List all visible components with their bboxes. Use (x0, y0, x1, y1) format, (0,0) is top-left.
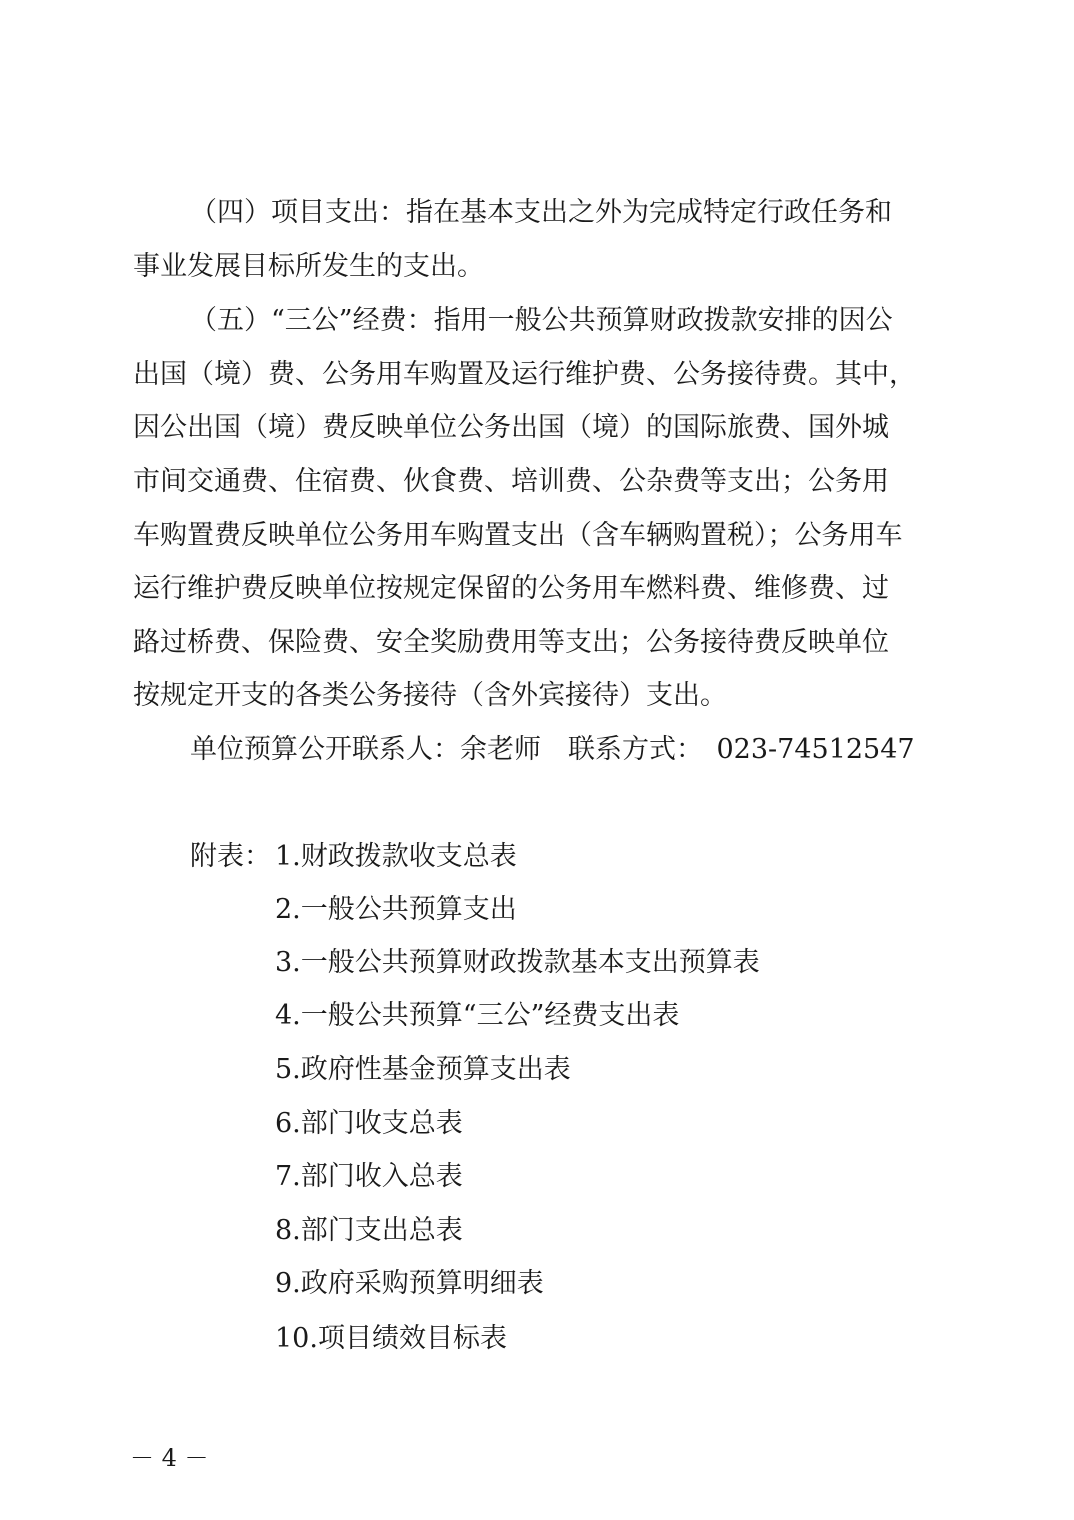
section5-line-6: 运行维护费反映单位按规定保留的公务用车燃料费、维修费、过 (133, 573, 889, 604)
section5-line-3: 因公出国（境）费反映单位公务出国（境）的国际旅费、国外城 (133, 412, 889, 443)
section5-line-4: 市间交通费、住宿费、伙食费、培训费、公杂费等支出；公务用 (133, 466, 889, 497)
page-number: － 4 － (130, 1444, 209, 1472)
section5-line-8: 按规定开支的各类公务接待（含外宾接待）支出。 (133, 680, 727, 711)
attachment-item: 8.部门支出总表 (275, 1215, 463, 1246)
section5-line-5: 车购置费反映单位公务用车购置支出（含车辆购置税）；公务用车 (133, 520, 903, 551)
section4-line-2: 事业发展目标所发生的支出。 (133, 251, 484, 282)
section5-line-7: 路过桥费、保险费、安全奖励费用等支出；公务接待费反映单位 (133, 627, 889, 658)
attachment-item: 4.一般公共预算“三公”经费支出表 (275, 1000, 680, 1031)
attachment-item: 6.部门收支总表 (275, 1108, 463, 1139)
attachment-item: 5.政府性基金预算支出表 (275, 1054, 571, 1085)
attachment-item: 7.部门收入总表 (275, 1161, 463, 1192)
attachments-label: 附表： (190, 841, 271, 872)
attachment-item: 3.一般公共预算财政拨款基本支出预算表 (275, 947, 760, 978)
attachment-item: 1.财政拨款收支总表 (275, 841, 517, 872)
section5-line-2: 出国（境）费、公务用车购置及运行维护费、公务接待费。其中， (133, 359, 916, 390)
section4-line-1: （四）项目支出：指在基本支出之外为完成特定行政任务和 (190, 197, 892, 228)
attachment-item: 10.项目绩效目标表 (275, 1323, 507, 1354)
contact-line: 单位预算公开联系人：余老师 联系方式： 023-74512547 (190, 734, 915, 765)
attachment-item: 2.一般公共预算支出 (275, 894, 517, 925)
section5-line-1: （五）“三公”经费：指用一般公共预算财政拨款安排的因公 (190, 305, 893, 336)
attachment-item: 9.政府采购预算明细表 (275, 1268, 544, 1299)
